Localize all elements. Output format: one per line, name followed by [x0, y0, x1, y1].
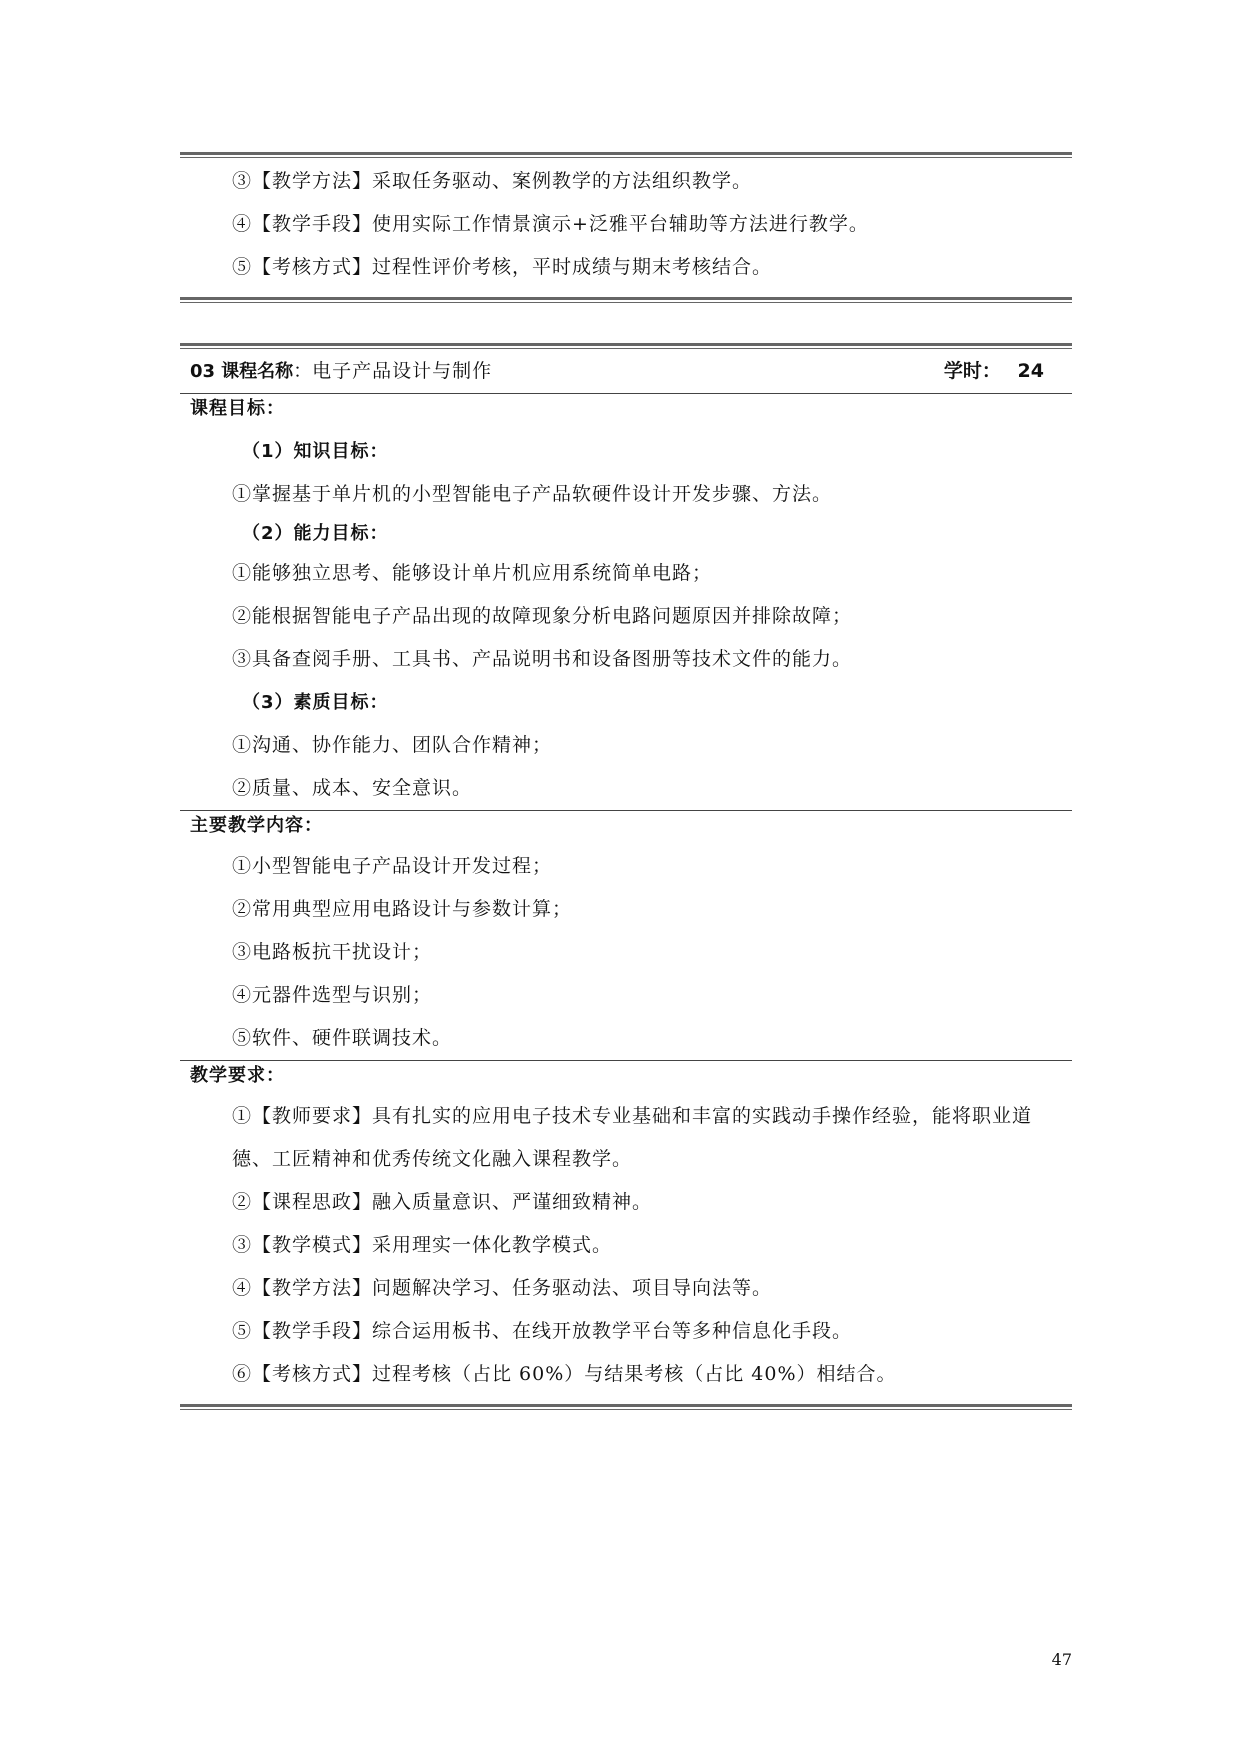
course-name: 电子产品设计与制作 [312, 360, 493, 382]
goals-heading: 课程目标： [190, 398, 285, 419]
previous-course-tail [180, 158, 1072, 289]
content-section [180, 811, 1072, 1060]
document-page [180, 152, 1072, 1410]
list-item: ①小型智能电子产品设计开发过程； [232, 855, 553, 877]
list-item: ②常用典型应用电路设计与参数计算； [232, 898, 573, 920]
hours-label: 学时： [943, 360, 1001, 382]
list-item: ①能够独立思考、能够设计单片机应用系统简单电路； [232, 562, 713, 584]
bottom-rule [180, 1404, 1072, 1410]
list-item: ②质量、成本、安全意识。 [232, 777, 473, 799]
list-item: ②【课程思政】融入质量意识、严谨细致精神。 [232, 1191, 653, 1213]
list-item: ②能根据智能电子产品出现的故障现象分析电路问题原因并排除故障； [232, 605, 853, 627]
page-number: 47 [1051, 1650, 1072, 1669]
course-name-label: 课程名称 [221, 361, 294, 382]
list-item: ③【教学模式】采用理实一体化教学模式。 [232, 1234, 613, 1256]
course-number: 03 [190, 361, 216, 382]
list-item: ④元器件选型与识别； [232, 984, 433, 1006]
knowledge-label: （1）知识目标： [242, 441, 389, 462]
course-hours [944, 349, 1044, 393]
requirements-heading: 教学要求： [190, 1065, 285, 1086]
hours-value: 24 [1017, 360, 1044, 382]
course-title [190, 349, 492, 394]
quality-label: （3）素质目标： [242, 692, 389, 713]
list-item: ⑤软件、硬件联调技术。 [232, 1027, 453, 1049]
list-item: ①掌握基于单片机的小型智能电子产品软硬件设计开发步骤、方法。 [232, 483, 833, 505]
list-item: ③具备查阅手册、工具书、产品说明书和设备图册等技术文件的能力。 [232, 648, 853, 670]
list-item: ①沟通、协作能力、团队合作精神； [232, 734, 553, 756]
goals-section [180, 394, 1072, 810]
list-item: ④【教学方法】问题解决学习、任务驱动法、项目导向法等。 [232, 1277, 773, 1299]
list-item: ⑤【教学手段】综合运用板书、在线开放教学平台等多种信息化手段。 [232, 1320, 853, 1342]
list-item: ⑤【考核方式】过程性评价考核，平时成绩与期末考核结合。 [232, 256, 773, 278]
course-header [180, 349, 1072, 393]
teacher-requirement: ①【教师要求】具有扎实的应用电子技术专业基础和丰富的实践动手操作经验，能将职业道德、工匠精神和优秀传统文化融入课程教学。 [232, 1105, 1033, 1170]
list-item: ④【教学手段】使用实际工作情景演示+泛雅平台辅助等方法进行教学。 [232, 213, 869, 235]
requirements-section [180, 1061, 1072, 1396]
list-item: ③电路板抗干扰设计； [232, 941, 433, 963]
list-item: ⑥【考核方式】过程考核（占比 60%）与结果考核（占比 40%）相结合。 [232, 1363, 897, 1385]
course-name-sep: ： [293, 360, 313, 382]
content-heading: 主要教学内容： [190, 815, 323, 836]
ability-label: （2）能力目标： [242, 523, 389, 544]
list-item: ③【教学方法】采取任务驱动、案例教学的方法组织教学。 [232, 170, 753, 192]
